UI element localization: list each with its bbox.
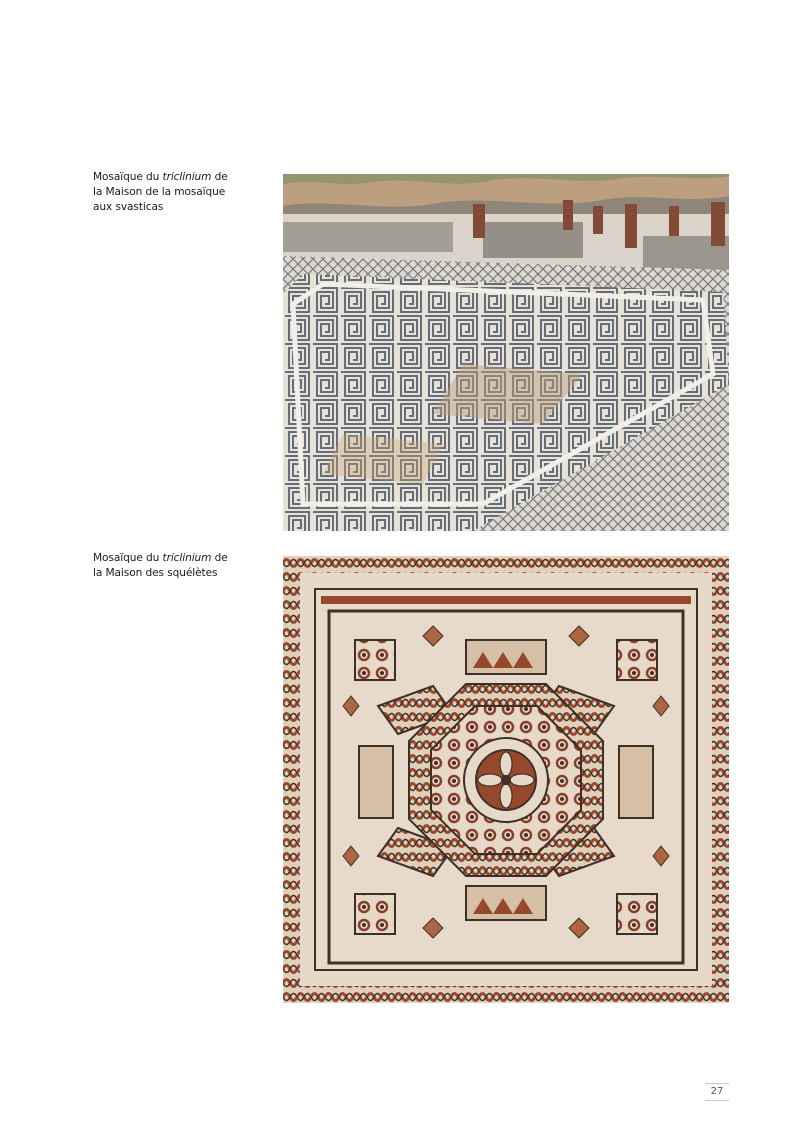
geometric-mosaic-photo-icon xyxy=(283,556,729,1003)
caption-text: Mosaïque du xyxy=(93,171,163,183)
figure-1-caption xyxy=(93,170,263,215)
caption-italic-term: triclinium xyxy=(162,552,212,564)
page-number: 27 xyxy=(705,1083,729,1101)
caption-text: de xyxy=(211,552,228,564)
caption-text: de xyxy=(211,171,228,183)
mosaic-floor-ruins-photo-icon xyxy=(283,174,729,531)
caption-text: Mosaïque du xyxy=(93,552,163,564)
caption-line: la Maison de la mosaïque xyxy=(93,186,226,198)
caption-line: aux svasticas xyxy=(93,201,164,213)
caption-italic-term: triclinium xyxy=(162,171,212,183)
caption-line: la Maison des squélètes xyxy=(93,567,218,579)
figure-2-caption xyxy=(93,551,263,581)
mosaic-floor-photo xyxy=(283,174,729,531)
geometric-mosaic-photo xyxy=(283,556,729,1003)
